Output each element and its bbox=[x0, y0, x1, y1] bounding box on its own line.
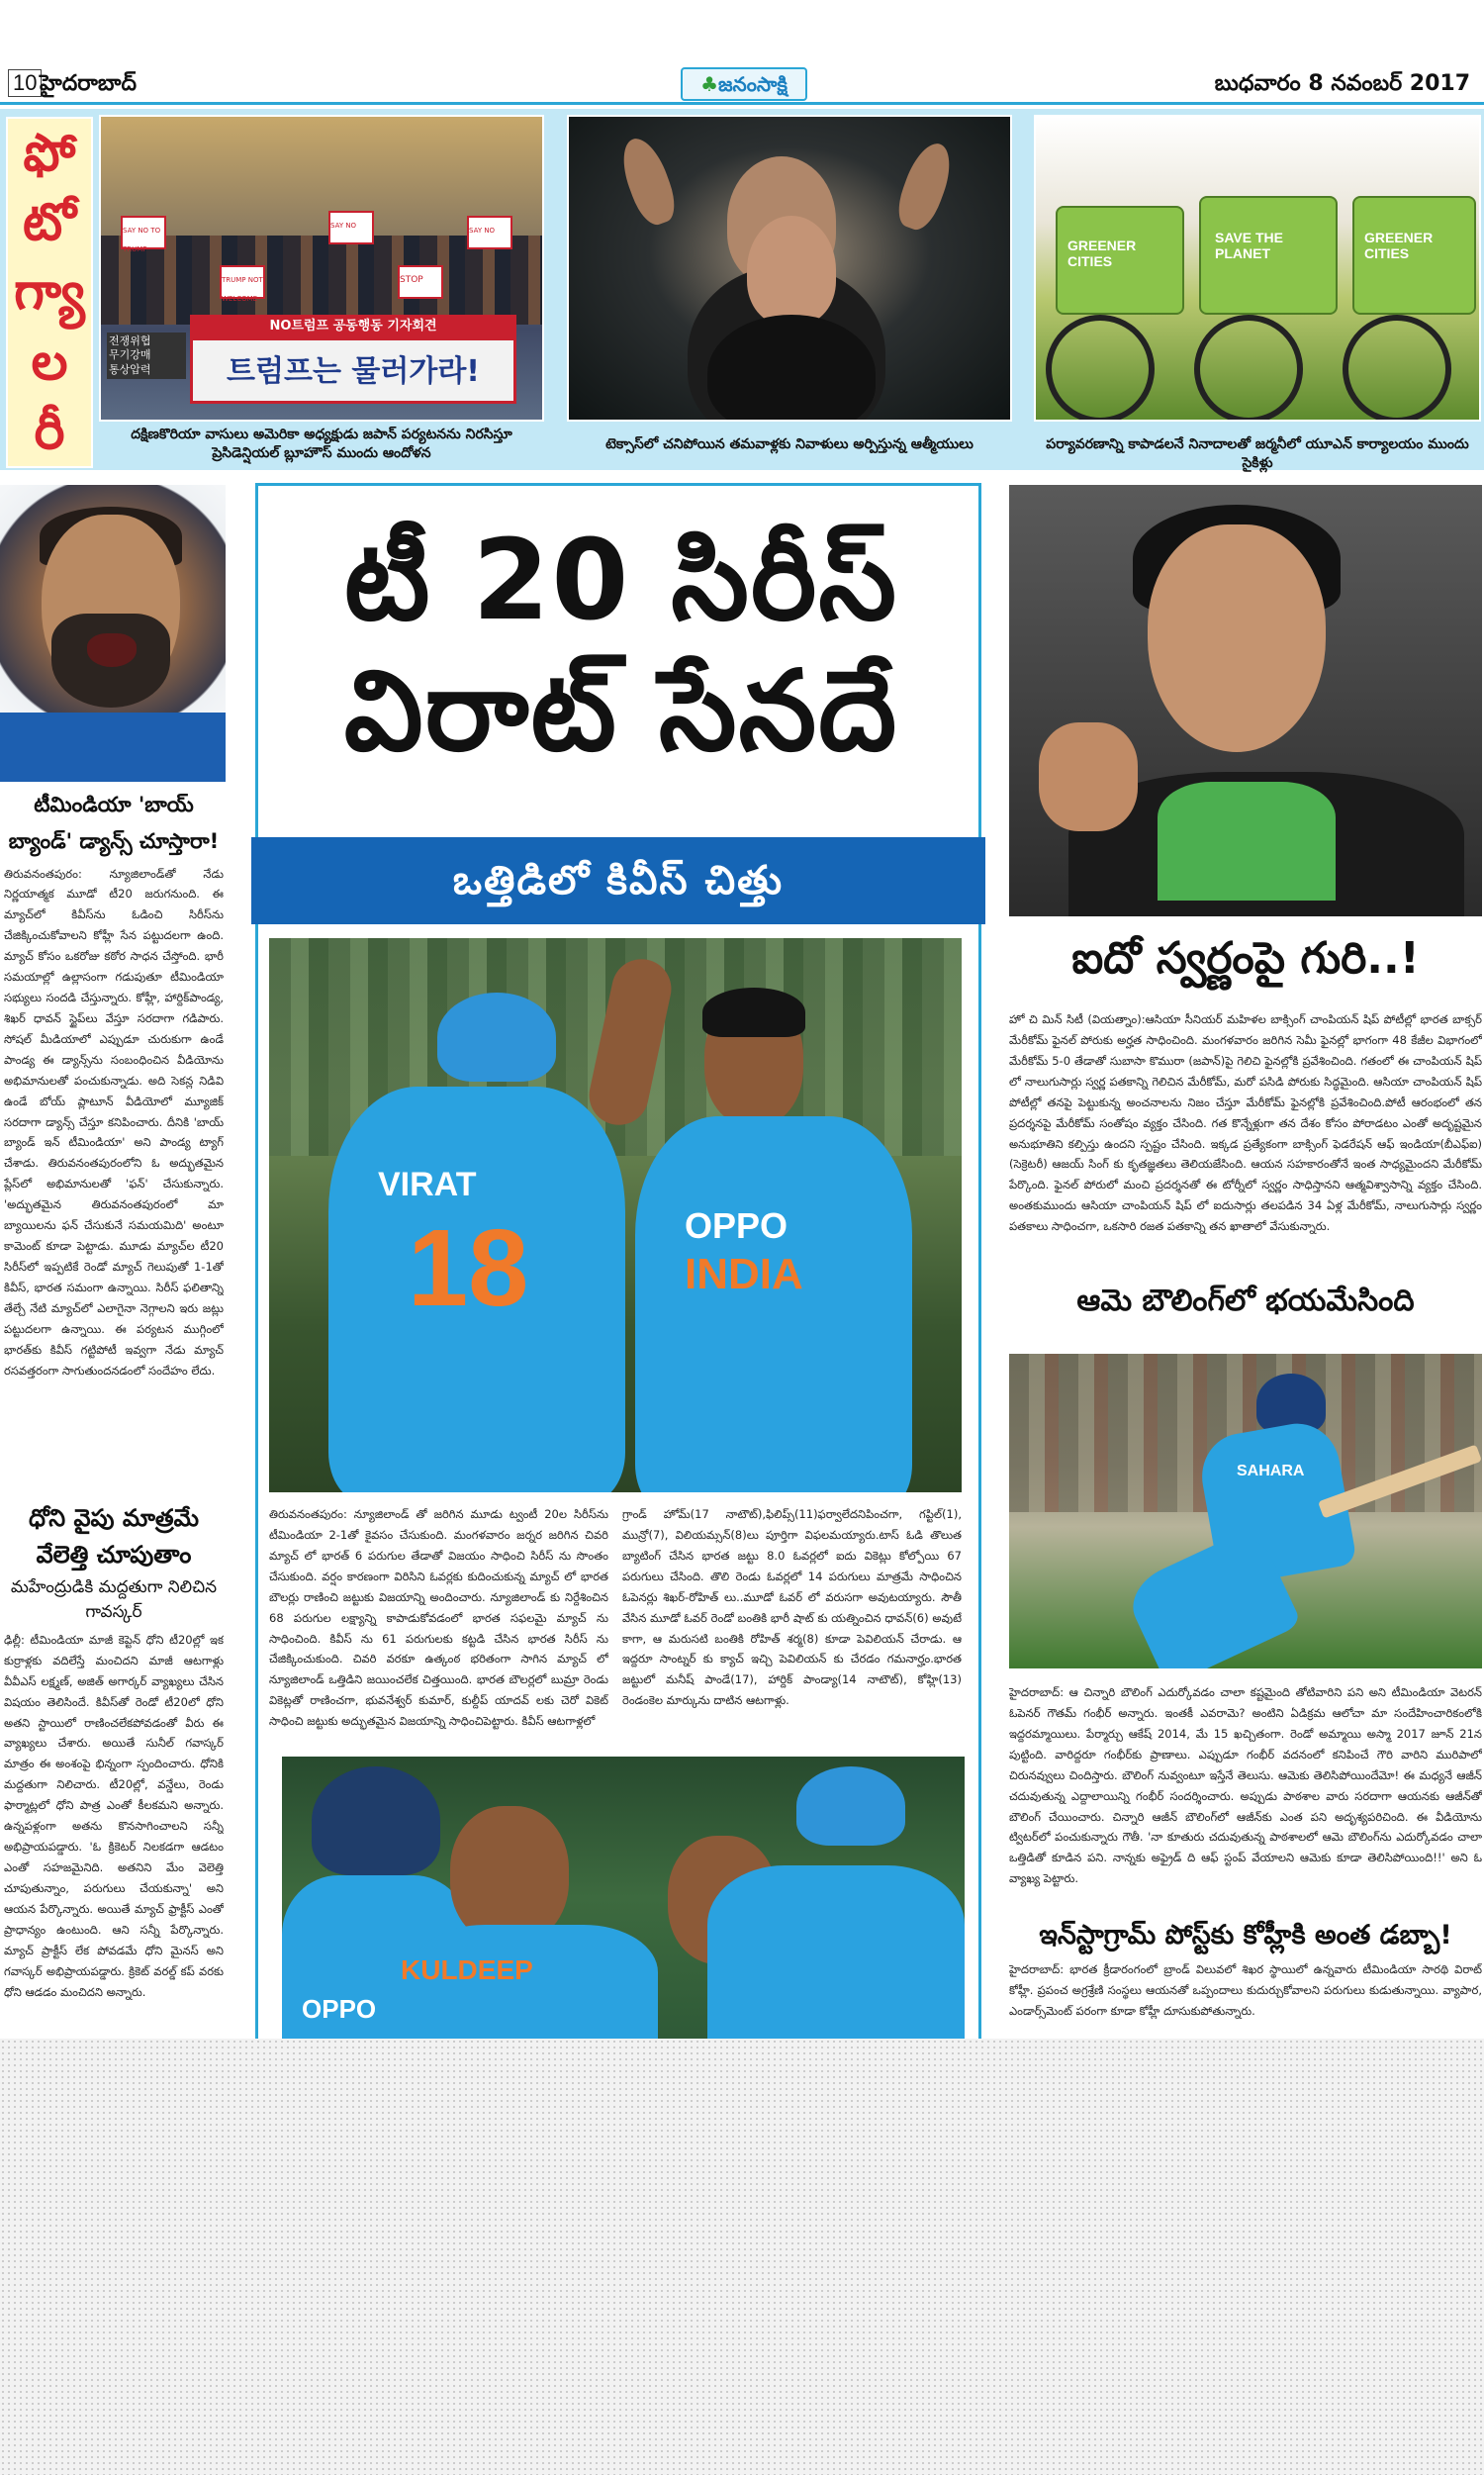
jersey-sponsor: OPPO bbox=[302, 1994, 377, 2024]
woman-body bbox=[707, 315, 876, 422]
raised-hand bbox=[614, 133, 682, 230]
hair-shape bbox=[702, 988, 805, 1037]
fist-shape bbox=[1039, 722, 1138, 831]
protest-banner-top bbox=[190, 315, 516, 340]
sub-headline: ఒత్తిడిలో కివీస్ చిత్తు bbox=[251, 837, 985, 924]
gallery-label-char: గ్యా bbox=[14, 262, 85, 323]
headline-line: విరాట్ సేనదే bbox=[343, 647, 899, 777]
bike-panel bbox=[1056, 206, 1184, 315]
bike-panel-text: GREENER CITIES bbox=[1364, 230, 1434, 261]
mary-kom-photo bbox=[1009, 485, 1482, 916]
gallery-label-char: ఫో bbox=[23, 124, 76, 184]
korean-sign-line: 전쟁위협 bbox=[109, 334, 151, 347]
shirt-shape bbox=[0, 713, 226, 782]
bike-panel bbox=[1199, 196, 1338, 315]
gallery-caption: టెక్సాస్‌లో చనిపోయిన తమవాళ్లకు నివాళులు అర్పిస్తున్న ఆత్మీయులు bbox=[605, 436, 974, 452]
cap-shape bbox=[437, 993, 556, 1082]
jacket-stripe bbox=[1158, 782, 1336, 901]
gallery-photo-bicycles bbox=[1034, 115, 1481, 422]
story-title: టీమిండియా 'బాయ్ బ్యాండ్' డ్యాన్స్ చూస్తారా! bbox=[8, 793, 220, 853]
story-title: ఇన్‌స్టాగ్రామ్ పోస్ట్‌కు కోహ్లీకి అంత డబ్బా! bbox=[1039, 1920, 1452, 1951]
headline-box bbox=[255, 483, 981, 839]
gallery-label-char: రీ bbox=[34, 401, 65, 461]
masthead-logo bbox=[681, 67, 807, 101]
bike-wheel bbox=[1194, 315, 1303, 422]
edition-date: బుధవారం 8 నవంబర్ 2017 bbox=[1214, 71, 1470, 96]
story-body: తిరువనంతపురం: న్యూజిలాండ్‌తో నేడు నిర్ణయాత్మక మూడో టీ20 జరుగనుంది. ఈ మ్యాచ్‌లో కివీస్‌ను ఓడించి సిరీస్‌ను చేజిక్కించుకోవాలని కోహ్లీ సేన పట్టుదలగా ఉంది. మ్యాచ్ కోసం ఒకరోజు కఠోర సాధన చేస్తోంది. భారీ సమయాల్లో ఉల్లాసంగా గడుపుతూ టీమిండియా సభ్యులు సందడి చేస్తున్నారు. కోహ్లీ, హార్దిక్‌పాండ్య, శిఖర్ ధావన్ స్టైప్‌లు వేస్తూ సరదాగా గడిపారు. సోషల్ మీడియాలో ఎప్పుడూ చురుకుగా ఉండే పాండ్య ఈ డ్యాన్స్‌ను సంబంధించిన వీడియోను అభిమానులతో పంచుకున్నాడు. అది సెకన్ల నిడివి ఉండే బోయ్ ప్లాటూన్ వీడియోలో మ్యూజిక్ సరదాగా డ్యాన్స్ చేస్తూ కనిపించారు. దీనికి 'బాయ్ బ్యాండ్ ఇన్ టీమిండియా' అని పాండ్య ట్యాగ్ చేశాడు. తిరువనంతపురంలోని ఓ అద్భుతమైన ప్లేస్‌లో అభిమానులతో 'ఫన్' చేసుకున్నారు. 'అద్భుతమైన తిరువనంతపురంలో మా బ్యాయిలను ఫన్ చేసుకునే సమయమిది' అంటూ కామెంట్ కూడా పెట్టాడు. మూడు మ్యాచ్‌ల టీ20 సిరీస్‌లో ఇప్పటికే రెండో మ్యాచ్ గెలుపుతో 1-1తో కివీస్, భారత సమంగా ఉన్నాయి. సిరీస్ ఫలితాన్ని తేల్చే నేటి మ్యాచ్‌లో ఎలాగైనా నెగ్గాలని ఇరు జట్లు పట్టుదలగా ఉన్నాయి. ఈ పర్యటన ముగ్గింలో భారత్‌కు కివీస్ గట్టిపోటీ ఇవ్వగా నేడు మ్యాచ్ రసవత్తరంగా సాగుతుందనడంలో సందేహం లేదు. bbox=[4, 866, 224, 1378]
face-shape bbox=[1148, 524, 1326, 752]
banner-text: 트럼프는 물러가라! bbox=[227, 354, 480, 389]
gallery-photo-protest bbox=[99, 115, 544, 422]
bike-panel-text: GREENER CITIES bbox=[1067, 238, 1137, 269]
story-body: ఢిల్లీ: టీమిండియా మాజీ కెప్టెన్ ధోని టీ20ల్లో ఇక కుర్రాళ్లకు వదిలేస్తే మంచిదని మాజీ ఆటగాళ్లు వీవీఎస్ లక్ష్మణ్, అజిత్ అగార్కర్ వ్యాఖ్యలు చేసిన విషయం తెలిసిందే. కివీస్‌తో రెండో టీ20లో ధోని అతని స్టాయిలో రాణించలేకపోవడంతో వీరు ఈ వ్యాఖ్యలు చేశారు. అయితే సునీల్ గవాస్కర్ మాత్రం ఈ అంశంపై భిన్నంగా స్పందించారు. ధోనికి మద్దతుగా నిలిచారు. టీ20ల్లో, వన్డేలు, రెండు ఫార్మాట్లలో ధోని పాత్ర ఎంతో కీలకమని అన్నారు. ఉన్నపళ్లంగా అతను కొనసాగించాలని సన్నీ అభిప్రాయపడ్డారు. 'ఓ క్రికెటర్ నిలకడగా ఆడటం ఎంతో సహజమైనిది. అతనిని మేం వెలెత్తి చూపుతున్నాం, పరుగులు చేయకున్నా' అని ఆయన పేర్కొన్నారు. అయితే మ్యాచ్ ఫ్రాక్టీస్ ఎంతో ప్రాధాన్యం ఉంటుంది. ఆని సన్నీ పేర్కొన్నారు. మ్యాచ్ ప్రాక్టీస్ లేక పోవడమే ధోని మైనస్ అని గవాస్కర్ అభిప్రాయపడ్డారు. క్రికెట్ వరల్డ్ కప్ వరకు ధోని ఆడడం మంచిదని అన్నారు. bbox=[4, 1632, 224, 1999]
bike-wheel bbox=[1343, 315, 1451, 422]
story-column: గ్రాండ్ హోమ్(17 నాటౌట్),ఫిలిప్స్(11)ఫర్వాలేదనిపించగా, గప్టిల్(1), మున్రో(7), విలియమ్సన్(8)లు పూర్తిగా విఫలమయ్యారు.టాస్ ఓడి తొలుత బ్యాటింగ్ చేసిన భారత జట్టు 8.0 ఓవర్లలో ఐదు వికెట్లు కోల్పోయి 67 పరుగులు చేసింది. తొలి రెండు ఓవర్లలో 14 పరుగులు మాత్రమే సాధించిన ఓపెనర్లు శిఖర్-రోహిత్ లు..మూడో ఓవర్ లో వరుసగా అవుటయ్యారు. సౌతీ వేసిన మూడో ఓవర్ రెండో బంతికి భారీ షాట్ కు యత్నించిన ధావన్(6) అవుటే కాగా, ఆ మరుసటి బంతికి రోహిత్ శర్మ(8) కూడా పెవిలియన్ చేరాడు. ఆ ఇద్దరూ సాంట్నర్ కు క్యాచ్ ఇచ్చి పెవిలియన్ కు చేరడం గమనార్హం.భారత జట్టులో మనీష్ పాండే(17), హార్దిక్ పాండ్యా(14 నాటౌట్), కోహ్లి(13) రెండంకెల మార్కును దాటిన ఆటగాళ్లు. bbox=[622, 1507, 962, 1708]
story-body: హో చి మిన్ సిటీ (వియత్నాం):ఆసియా సీనియర్ మహిళల బాక్సింగ్ చాంపియన్ షిప్ పోటీల్లో భారత బాక్సర్ మేరీకోమ్ ఫైనల్ పోరుకు అర్హత సాధించింది. మంగళవారం జరిగిన సెమీ ఫైనల్లో భాగంగా 48 కేజీల విభాగంలో మేరీకోమ్ 5-0 తేడాతో సుబాసా కొమురా (జపాన్)పై గెలిచి ఫైనల్లోకి ప్రవేశించింది. గతంలో ఈ చాంపియన్ షిప్ లో నాలుగుసార్లు స్వర్ణ పతకాన్ని గెలిచిన మేరీకోమ్, మరో పసిడి పోరుకు సిద్ధమైంది. ఆసియా చాంపియన్ షిప్ పోటీల్లో తనపై పెట్టుకున్న అంచనాలను నిజం చేస్తూ మేరీకోమ్ ఫైనల్లోకి ప్రవేశించింది.పోటీ ఆరంభంలో తన ప్రదర్శనపై మేరీకోమ్ సంతోషం వ్యక్తం చేసింది. గత కొన్నేళ్లుగా తన దేశం కోసం పోరాడటం ఎంతో అదృష్టమైన అనుభూతిని కల్పిస్తు ఉందని స్పష్టం చేసింది. ఇక్కడ ప్రత్యేకంగా బాక్సింగ్ ఫెడరేషన్ ఆఫ్ ఇండియా(బీఎఫ్ఐ) (సెక్రెటరీ) ఆజయ్ సింగ్ కు కృతజ్ఞతలు తెలియజేసింది. ఆయన సహకారంతోనే ఇంత సాధ్యమైందని మేరీకోమ్ పేర్కొంది. ఫైనల్ పోరులో మంచి ప్రదర్శనతో ఈ టోర్నీలో స్వర్ణం సాధిస్తానని ఆత్మవిశ్వాసాన్ని వ్యక్తం చేసింది. అంతకుముందు ఆసియా చాంపియన్ షిప్ లో ఐదుసార్లు తలపడిన 34 ఏళ్ల మేరీకోమ్, నాలుగుసార్లు స్వర్ణం పతకాలు సాధించగా, ఒకసారి రజత పతకాన్ని తన ఖాతాలో వేసుకున్నారు. bbox=[1009, 1012, 1482, 1234]
raised-hand bbox=[891, 138, 959, 235]
placard-text: STOP bbox=[400, 275, 423, 285]
leaf-icon: ♣ bbox=[700, 72, 719, 96]
jersey-sponsor: OPPO bbox=[685, 1205, 788, 1246]
page-header bbox=[0, 65, 1484, 105]
story-title: ఆమె బౌలింగ్‌లో భయమేసింది bbox=[1076, 1284, 1415, 1318]
gallery-label bbox=[6, 117, 93, 468]
left-column bbox=[4, 787, 224, 2039]
gallery-photo-vigil bbox=[567, 115, 1012, 422]
kohli-photo bbox=[0, 485, 226, 782]
story-subtitle: మహేంద్రుడికి మద్దతుగా నిలిచిన గావస్కర్ bbox=[10, 1576, 218, 1623]
gallery-caption: దక్షిణకొరియా వాసులు అమెరికా అధ్యక్షుడు జపాన్ పర్యటనను నిరసిస్తూ ప్రెసిడెన్షియల్ బ్లూహౌస్ ముందు ఆందోళన bbox=[131, 427, 512, 461]
jersey-shape bbox=[707, 1865, 965, 2039]
placard bbox=[328, 211, 374, 244]
helmet-shape bbox=[312, 1766, 440, 1875]
jersey-name: KULDEEP bbox=[401, 1954, 533, 1985]
jersey-shape bbox=[635, 1116, 912, 1492]
photo-gallery bbox=[0, 109, 1484, 470]
gambhir-photo bbox=[1009, 1354, 1482, 1668]
placard-text: SAY NO bbox=[469, 227, 496, 235]
placard bbox=[220, 265, 265, 303]
korean-side-sign bbox=[107, 333, 186, 379]
main-story-body bbox=[269, 1504, 962, 1734]
korean-sign-line: 통상압력 bbox=[109, 362, 151, 376]
story-title: ధోని వైపు మాత్రమే వేలెత్తి చూపుతాం bbox=[28, 1503, 199, 1569]
main-headline bbox=[258, 516, 984, 777]
placard bbox=[467, 216, 512, 249]
edition-city: హైదరాబాద్ bbox=[40, 71, 137, 96]
placard-text: SAY NO bbox=[330, 222, 357, 230]
placard-text: TRUMP NOT WELCOME bbox=[222, 276, 263, 303]
mouth-shape bbox=[87, 633, 137, 667]
bike-wheel bbox=[1046, 315, 1155, 422]
cap-shape bbox=[796, 1766, 905, 1846]
blank-page-area bbox=[0, 2039, 1484, 2475]
bike-panel-text: SAVE THE PLANET bbox=[1215, 230, 1283, 261]
face-shape bbox=[450, 1806, 569, 1945]
story-body: హైదరాబాద్: ఆ చిన్నారి బౌలింగ్ ఎదుర్కోవడం చాలా కష్టమైంది తోటివారిని పని అని టీమిండియా వెటరన్ ఓపెనర్ గౌతమ్ గంభీర్ అన్నారు. ఇంతకీ ఎవరామె? అంటిని ఏడిక్రమ ఆలోచా మా సందేహించారికంలోకి ఇద్దరమ్మాయిలు. పేర్మార్చు ఆకేష్ 2014, మే 15 ఖచ్చితంగా. రెండో అమ్మాయి అస్మా 2017 జూన్ 21న పుట్టింది. వారిద్దరూ గంభీర్‌కు ప్రాణాలు. ఎప్పుడూ గంభీర్ వదనంలో కనిపించే గౌరి వారిని మురిపాలో చిరునవ్వులు చిందిస్తారు. బౌలింగ్ నువ్వంటూ ఇస్తేనే తెలుసు. ఆమెకు తెలిసిపోయిందేమో! ఈ మధ్యనే ఆజీన్ చదువుతున్న ఎద్దాలాయిన్ని గంభీర్ సందర్శించారు. అప్పుడు పాఠశాల వారు సరదాగా ఆయనకు ఆజీన్‌తో బౌలింగ్ చేయించారు. చిన్నారి ఆజీన్ బౌలింగ్‌లో ఆజీన్‌కు ఎంత పని అదృశ్యపరిచింది. ఈ వీడియోను ట్విటర్‌లో పంచుకున్నారు గౌతీ. 'నా కూతురు చదువుతున్న పాఠశాలలో ఆమె బౌలింగ్‌ను ఎదుర్కోవడం చాలా ఒత్తిడితో కూడిన పని. నాన్నకు అఫ్రైడ్ ది ఆఫ్ స్టంప్ వేయాలని ఆమెకు కూడా తెలిసిపోయింది!!' అని ఓ వ్యాఖ్య పెట్టారు. bbox=[1009, 1685, 1482, 1886]
korean-sign-line: 무기강매 bbox=[109, 348, 151, 362]
placard-text: SAY NO TO TRUMP bbox=[123, 227, 161, 253]
jersey-number: 18 bbox=[408, 1207, 529, 1329]
gallery-label-char: టో bbox=[23, 193, 76, 253]
gallery-label-char: ల bbox=[31, 332, 68, 392]
page-number: 10 bbox=[8, 69, 42, 97]
headline-line: టీ 20 సిరీస్ bbox=[344, 517, 898, 645]
placard bbox=[398, 265, 443, 299]
gallery-caption: పర్యావరణాన్ని కాపాడలనే నినాదాలతో జర్మనీలో యూఎన్ కార్యాలయం ముందు సైకిళ్లు bbox=[1046, 436, 1469, 471]
placard bbox=[121, 216, 166, 253]
masthead-text: జనంసాక్షి bbox=[718, 72, 788, 96]
story-body: హైదరాబాద్: భారత క్రీడారంగంలో బ్రాండ్ విలువలో శిఖర స్థాయిలో ఉన్నవారు టీమిండియా సారథి విరాట్ కోహ్లీ. ప్రపంచ అగ్రశ్రేణి సంస్థలు ఆయనతో ఒప్పందాలు కుదుర్చుకోవాలని పరుగులు కుడుతున్నాయి. వ్యాపార, ఎండార్స్‌మెంట్ పరంగా కూడా కోహ్లీ దూసుకుపోతున్నారు. bbox=[1009, 1962, 1482, 2018]
main-photo-high-five bbox=[269, 938, 962, 1492]
story-title: ఐదో స్వర్ణంపై గురి..! bbox=[1071, 933, 1420, 984]
bike-panel bbox=[1352, 196, 1476, 315]
jersey-team: INDIA bbox=[685, 1250, 803, 1298]
jersey-name: VIRAT bbox=[378, 1166, 477, 1203]
woman-head bbox=[747, 216, 836, 325]
banner-top-text: NO트럼프 공동행동 기자회견 bbox=[269, 319, 437, 333]
jersey-sponsor: SAHARA bbox=[1237, 1463, 1305, 1479]
story-column: తిరువనంతపురం: న్యూజిలాండ్ తో జరిగిన మూడు ట్వంటీ 20ల సిరీస్‌ను టీమిండియా 2-1తో కైవసం చేసుకుంది. మంగళవారం జర్నర జరిగిన చివరి మ్యాచ్ లో భారత్ 6 పరుగుల తేడాతో విజయం సాధించి సిరీస్ ను సొంతం చేసుకుంది. వర్షం కారణంగా విరిసిని ఓవర్లకు కుదించుకున్న మ్యాచ్ లో భారత బౌలర్లు రాణించి జట్టుకు విజయాన్ని అందించారు. న్యూజిలాండ్ కు నిర్దేశించిన 68 పరుగుల లక్ష్యాన్ని కాపాడుకోవడంలో భారత సఫలమై మ్యాచ్ ను సాధించింది. కివీస్ ను 61 పరుగులకు కట్టడి చేసిన భారత సిరీస్ ను చేజిక్కించుకుంది. చివరి వరకూ ఉత్కంఠ భరితంగా సాగిన మ్యాచ్ లో న్యూజిలాండ్ ఒత్తిడిని జయించలేక చిత్తయింది. భారత బౌలర్లలో బుమ్రా రెండు వికెట్లతో రాణించగా, భువనేశ్వర్ కుమార్, కుల్దీప్ యాదవ్ లకు చెరో వికెట్ సాధించి జట్టుకు అద్భుతమైన విజయాన్ని సాధించిపెట్టారు. కివీస్ ఆటగాళ్లలో bbox=[269, 1507, 608, 1729]
team-celebration-photo bbox=[282, 1757, 965, 2039]
